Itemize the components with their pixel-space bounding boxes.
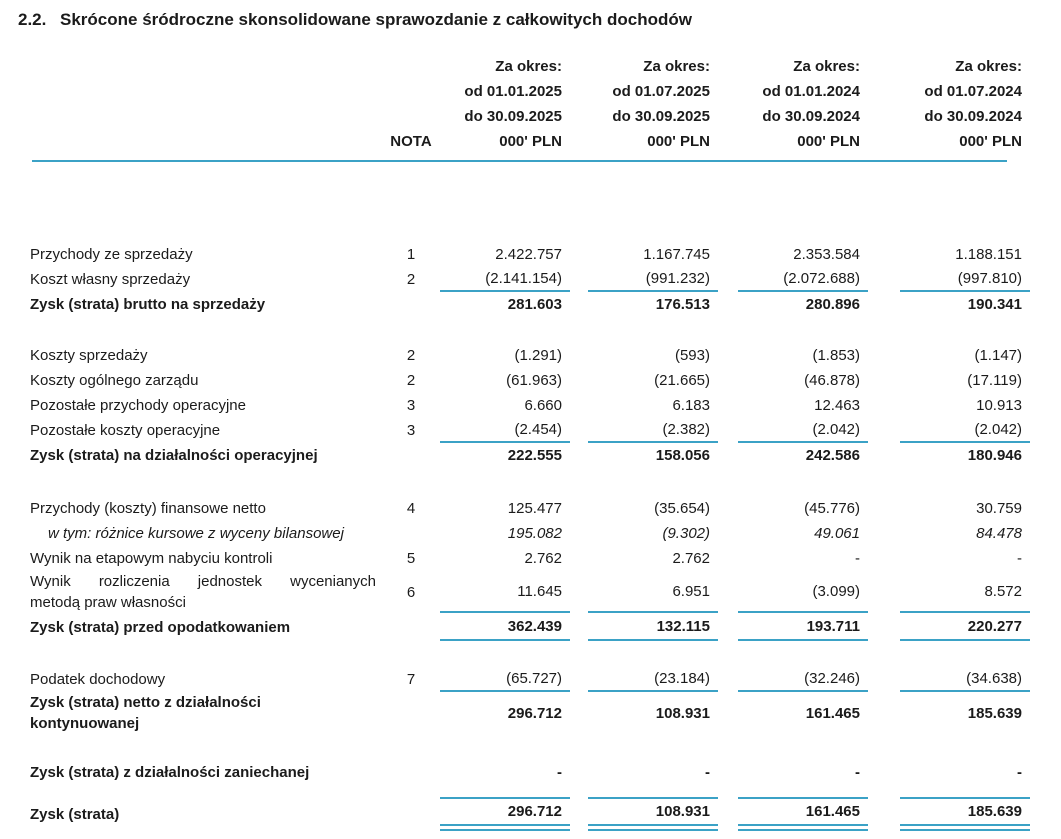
value-cell xyxy=(868,242,1030,267)
value-cell xyxy=(718,242,868,267)
value: 2.422.757 xyxy=(495,246,562,263)
row-label: Koszt własny sprzedaży xyxy=(30,271,191,288)
value-cell xyxy=(718,267,868,292)
header-line: Za okres: xyxy=(955,58,1022,75)
value: (35.654) xyxy=(654,500,710,517)
value: 180.946 xyxy=(967,447,1022,464)
value: (2.072.688) xyxy=(738,267,868,292)
header-line: Za okres: xyxy=(495,58,562,75)
value-cell xyxy=(440,443,570,468)
value-cell xyxy=(718,368,868,393)
value-cell xyxy=(718,613,868,641)
value: 222.555 xyxy=(507,447,562,464)
header-line: 000' PLN xyxy=(647,133,710,150)
value: 193.711 xyxy=(738,613,868,641)
value: (1.291) xyxy=(514,347,562,364)
value-cell xyxy=(868,267,1030,292)
value: 6.951 xyxy=(588,571,718,613)
row-label: Zysk (strata) brutto na sprzedaży xyxy=(30,296,266,313)
header-line: 000' PLN xyxy=(797,133,860,150)
value-cell xyxy=(570,393,718,418)
row-label: Przychody (koszty) finansowe netto xyxy=(30,500,266,517)
header-line: od 01.07.2024 xyxy=(924,83,1022,100)
value: 84.478 xyxy=(976,525,1022,542)
value-cell xyxy=(440,368,570,393)
value-cell xyxy=(440,760,570,785)
value: 296.712 xyxy=(507,704,562,722)
value: 2.762 xyxy=(672,550,710,567)
header-period-column-1 xyxy=(440,54,570,154)
value: - xyxy=(705,764,710,781)
table-row xyxy=(30,692,1031,734)
value-cell xyxy=(570,613,718,641)
row-label: Wynik na etapowym nabyciu kontroli xyxy=(30,550,273,567)
value: (2.042) xyxy=(900,418,1030,443)
value: 280.896 xyxy=(805,296,860,313)
row-label: Zysk (strata) na działalności operacyjnej xyxy=(30,447,318,464)
value: 296.712 xyxy=(440,797,570,831)
value: 6.660 xyxy=(524,397,562,414)
value-cell xyxy=(570,242,718,267)
row-label: Zysk (strata) przed opodatkowaniem xyxy=(30,618,291,636)
value-cell xyxy=(570,667,718,692)
value-cell xyxy=(868,571,1030,613)
value-cell xyxy=(718,692,868,734)
nota-cell: 2 xyxy=(406,271,416,288)
header-line: do 30.09.2024 xyxy=(762,108,860,125)
value: - xyxy=(1017,764,1022,781)
nota-cell: 2 xyxy=(406,347,416,364)
value: 6.183 xyxy=(672,397,710,414)
value: 242.586 xyxy=(805,447,860,464)
value-cell xyxy=(440,571,570,613)
value: (32.246) xyxy=(738,667,868,692)
value-cell xyxy=(570,267,718,292)
value: (65.727) xyxy=(440,667,570,692)
row-label: Zysk (strata) netto z działalności kontynuowanej xyxy=(30,694,261,732)
value-cell xyxy=(440,521,570,546)
header-line: 000' PLN xyxy=(959,133,1022,150)
value-cell xyxy=(570,368,718,393)
value: 190.341 xyxy=(967,296,1022,313)
value-cell xyxy=(718,571,868,613)
value: 11.645 xyxy=(440,571,570,613)
value-cell xyxy=(868,443,1030,468)
value-cell xyxy=(868,343,1030,368)
value-cell xyxy=(868,368,1030,393)
value-cell xyxy=(440,242,570,267)
value-cell xyxy=(440,343,570,368)
value: - xyxy=(557,764,562,781)
value-cell xyxy=(570,418,718,443)
value: - xyxy=(855,550,860,567)
value-cell xyxy=(570,292,718,317)
row-label: Podatek dochodowy xyxy=(30,671,166,688)
value-cell xyxy=(868,393,1030,418)
value: (21.665) xyxy=(654,372,710,389)
value: (991.232) xyxy=(588,267,718,292)
value: 220.277 xyxy=(900,613,1030,641)
table-row xyxy=(30,546,1031,571)
value: 185.639 xyxy=(967,704,1022,722)
table-row xyxy=(30,496,1031,521)
nota-cell: 7 xyxy=(406,671,416,688)
value: (3.099) xyxy=(738,571,868,613)
header-line: do 30.09.2025 xyxy=(612,108,710,125)
value: 30.759 xyxy=(976,500,1022,517)
value-cell xyxy=(440,292,570,317)
header-rule xyxy=(32,160,1007,162)
header-line: od 01.07.2025 xyxy=(612,83,710,100)
value-cell xyxy=(570,760,718,785)
value: 108.931 xyxy=(588,797,718,831)
value-cell xyxy=(868,418,1030,443)
value-cell xyxy=(570,496,718,521)
value: 8.572 xyxy=(900,571,1030,613)
value-cell xyxy=(868,667,1030,692)
row-label: Pozostałe przychody operacyjne xyxy=(30,397,246,414)
nota-cell: 4 xyxy=(406,500,416,517)
header-line: Za okres: xyxy=(793,58,860,75)
value: 1.167.745 xyxy=(643,246,710,263)
value: (2.042) xyxy=(738,418,868,443)
header-line: do 30.09.2024 xyxy=(924,108,1022,125)
value: 2.762 xyxy=(524,550,562,567)
header-period-column-2 xyxy=(570,54,718,154)
value-cell xyxy=(570,546,718,571)
value-cell xyxy=(440,667,570,692)
value-cell xyxy=(868,546,1030,571)
table-row xyxy=(30,797,1031,831)
value-cell xyxy=(718,292,868,317)
value-cell xyxy=(440,393,570,418)
value-cell xyxy=(868,496,1030,521)
table-row xyxy=(30,760,1031,785)
value: 176.513 xyxy=(655,296,710,313)
value-cell xyxy=(440,613,570,641)
row-label: w tym: różnice kursowe z wyceny bilansowej xyxy=(48,525,344,542)
section-title xyxy=(18,8,1031,32)
value: 161.465 xyxy=(805,704,860,722)
value: 125.477 xyxy=(507,500,562,517)
value-cell xyxy=(718,667,868,692)
table-row xyxy=(30,343,1031,368)
value: (1.147) xyxy=(974,347,1022,364)
value-cell xyxy=(440,418,570,443)
value-cell xyxy=(440,797,570,831)
value-cell xyxy=(570,343,718,368)
value-cell xyxy=(570,571,718,613)
value: (45.776) xyxy=(804,500,860,517)
table-header xyxy=(30,54,1031,154)
value: (23.184) xyxy=(588,667,718,692)
value-cell xyxy=(570,443,718,468)
value-cell xyxy=(440,496,570,521)
value-cell xyxy=(868,292,1030,317)
value: 12.463 xyxy=(814,397,860,414)
nota-cell: 1 xyxy=(406,246,416,263)
row-label: Przychody ze sprzedaży xyxy=(30,246,193,263)
nota-cell: 5 xyxy=(406,550,416,567)
table-row xyxy=(30,267,1031,292)
value: (593) xyxy=(674,347,710,364)
value: 108.931 xyxy=(655,704,710,722)
value-cell xyxy=(440,267,570,292)
header-period-column-4 xyxy=(868,54,1030,154)
value-cell xyxy=(718,393,868,418)
table-row xyxy=(30,242,1031,267)
header-line: od 01.01.2025 xyxy=(464,83,562,100)
value-cell xyxy=(868,692,1030,734)
nota-cell: 6 xyxy=(406,583,416,601)
header-line: do 30.09.2025 xyxy=(464,108,562,125)
value-cell xyxy=(868,797,1030,831)
value-cell xyxy=(718,343,868,368)
section-number: 2.2. xyxy=(18,10,47,29)
table-row xyxy=(30,613,1031,641)
value: (1.853) xyxy=(812,347,860,364)
row-label: Zysk (strata) z działalności zaniechanej xyxy=(30,764,310,781)
row-label: Wynik rozliczenia jednostek wycenianych metodą praw własności xyxy=(30,573,376,611)
value: 49.061 xyxy=(814,525,860,542)
value-cell xyxy=(570,521,718,546)
value: (9.302) xyxy=(662,525,710,542)
table-row xyxy=(30,368,1031,393)
nota-cell: 3 xyxy=(406,422,416,439)
value: (997.810) xyxy=(900,267,1030,292)
table-row xyxy=(30,418,1031,443)
header-line: 000' PLN xyxy=(499,133,562,150)
value: (34.638) xyxy=(900,667,1030,692)
header-period-column-3 xyxy=(718,54,868,154)
value-cell xyxy=(718,546,868,571)
value: 362.439 xyxy=(440,613,570,641)
row-label: Zysk (strata) xyxy=(30,805,120,823)
header-line: od 01.01.2024 xyxy=(762,83,860,100)
value: 1.188.151 xyxy=(955,246,1022,263)
value: (46.878) xyxy=(804,372,860,389)
value: - xyxy=(1017,550,1022,567)
value-cell xyxy=(718,797,868,831)
table-row xyxy=(30,292,1031,317)
value-cell xyxy=(570,692,718,734)
row-label: Pozostałe koszty operacyjne xyxy=(30,422,221,439)
value-cell xyxy=(440,692,570,734)
table-row xyxy=(30,443,1031,468)
value: 2.353.584 xyxy=(793,246,860,263)
value-cell xyxy=(440,546,570,571)
row-label: Koszty ogólnego zarządu xyxy=(30,372,199,389)
value: (2.454) xyxy=(440,418,570,443)
value: 185.639 xyxy=(900,797,1030,831)
row-label: Koszty sprzedaży xyxy=(30,347,148,364)
table-row xyxy=(30,393,1031,418)
value-cell xyxy=(718,418,868,443)
value-cell xyxy=(868,760,1030,785)
table-row xyxy=(30,667,1031,692)
value-cell xyxy=(570,797,718,831)
table-body xyxy=(30,242,1031,831)
value: 158.056 xyxy=(655,447,710,464)
value-cell xyxy=(868,521,1030,546)
value-cell xyxy=(868,613,1030,641)
nota-header: NOTA xyxy=(390,133,432,150)
value: (2.382) xyxy=(588,418,718,443)
value: 10.913 xyxy=(976,397,1022,414)
nota-cell: 3 xyxy=(406,397,416,414)
value: (61.963) xyxy=(506,372,562,389)
value: 281.603 xyxy=(507,296,562,313)
value: 161.465 xyxy=(738,797,868,831)
table-row xyxy=(30,571,1031,613)
nota-cell: 2 xyxy=(406,372,416,389)
table-row xyxy=(30,521,1031,546)
value: (17.119) xyxy=(967,372,1022,389)
value: 195.082 xyxy=(507,525,562,542)
value: 132.115 xyxy=(588,613,718,641)
value-cell xyxy=(718,443,868,468)
value: - xyxy=(855,764,860,781)
value-cell xyxy=(718,496,868,521)
value-cell xyxy=(718,760,868,785)
section-title-text: Skrócone śródroczne skonsolidowane sprawozdanie z całkowitych dochodów xyxy=(60,10,692,29)
value: (2.141.154) xyxy=(440,267,570,292)
value-cell xyxy=(718,521,868,546)
header-line: Za okres: xyxy=(643,58,710,75)
